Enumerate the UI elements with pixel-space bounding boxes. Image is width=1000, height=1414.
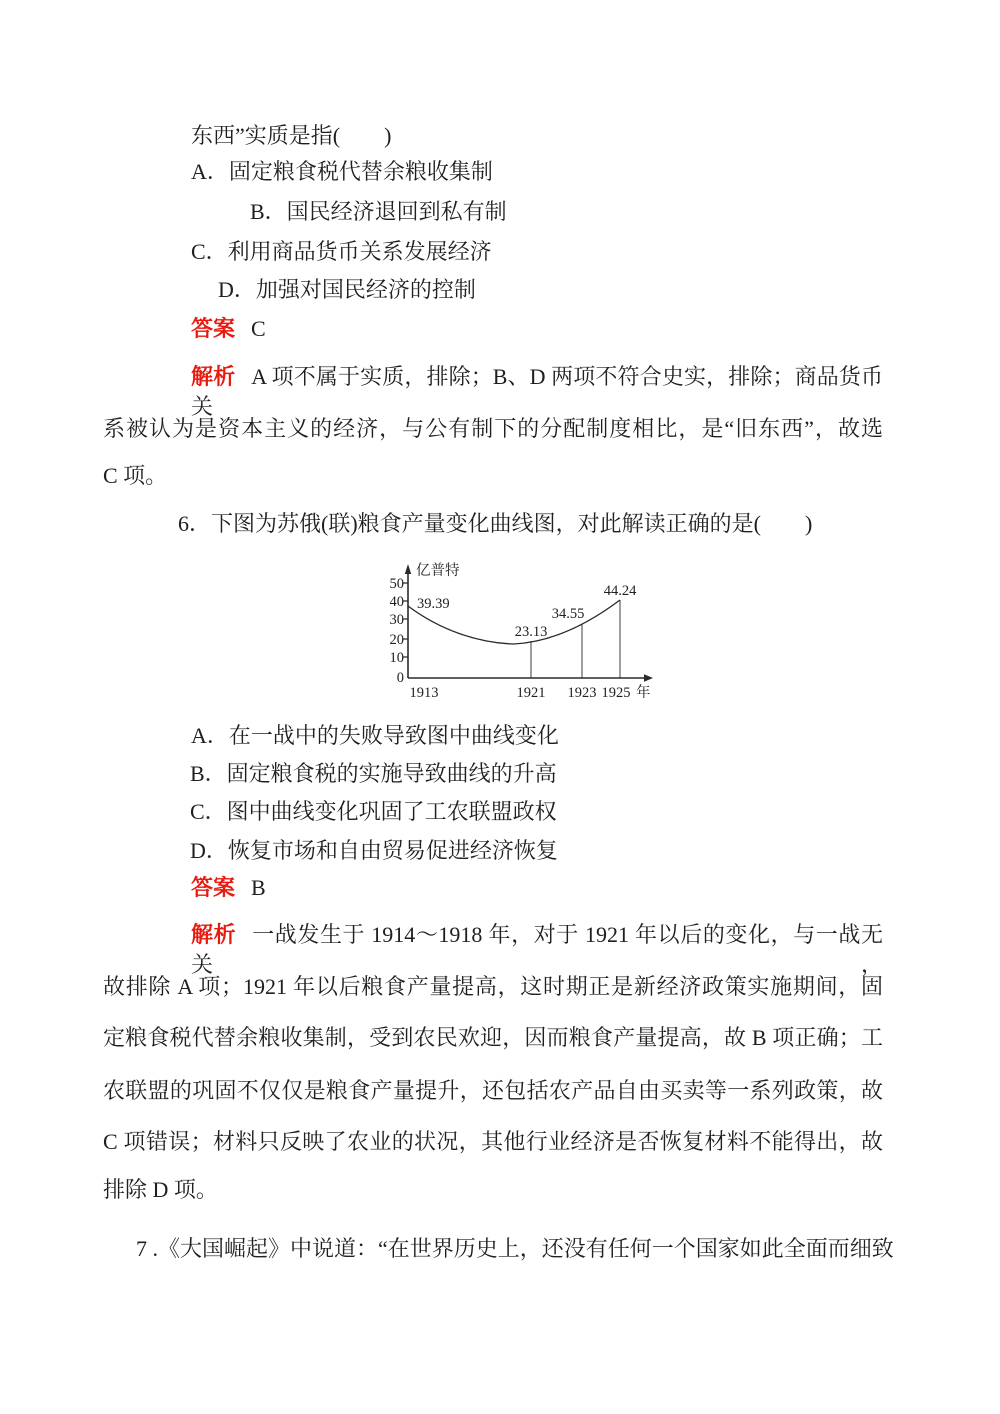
q6-option-a: A．在一战中的失败导致图中曲线变化 [191, 723, 559, 748]
q6-answer-value: B [251, 875, 266, 900]
q6-analysis-line-4: 农联盟的巩固不仅仅是粮食产量提升，还包括农产品自由买卖等一系列政策，故 [103, 1078, 883, 1103]
q5-analysis-line-2: 系被认为是资本主义的经济，与公有制下的分配制度相比，是“旧东西”，故选 [103, 416, 883, 441]
y-tick-50: 50 [390, 576, 404, 592]
q6-analysis-label: 解析 [191, 922, 237, 947]
q6-analysis-line-1 [191, 920, 883, 980]
q6-option-c: C．图中曲线变化巩固了工农联盟政权 [190, 799, 557, 824]
x-tick-1921: 1921 [516, 685, 546, 701]
q6-analysis-text-1: 一战发生于 1914～1918 年，对于 1921 年以后的变化，与一战无关， [191, 922, 883, 977]
q5-option-d: D．加强对国民经济的控制 [218, 277, 476, 302]
q6-option-d: D．恢复市场和自由贸易促进经济恢复 [190, 838, 558, 863]
q5-analysis-label: 解析 [191, 364, 236, 389]
q6-stem: 6．下图为苏俄(联)粮食产量变化曲线图，对此解读正确的是( ) [178, 511, 813, 536]
y-tick-0: 0 [396, 670, 404, 686]
q6-answer-label: 答案 [191, 875, 236, 900]
q5-analysis-text-1: A 项不属于实质，排除；B、D 两项不符合史实，排除；商品货币关 [191, 364, 883, 419]
q6-analysis-line-3: 定粮食税代替余粮收集制，受到农民欢迎，因而粮食产量提高，故 B 项正确；工 [103, 1025, 883, 1050]
value-label-1925: 44.24 [603, 583, 637, 599]
q5-answer-row [191, 314, 266, 344]
q5-analysis-line-3: C 项。 [103, 463, 168, 488]
y-axis-unit-label: 亿普特 [416, 563, 460, 579]
x-tick-1913: 1913 [409, 685, 439, 701]
q6-analysis-line-2: 故排除 A 项；1921 年以后粮食产量提高，这时期正是新经济政策实施期间，固 [103, 974, 883, 999]
y-tick-40: 40 [390, 594, 404, 610]
q5-option-a: A．固定粮食税代替余粮收集制 [191, 159, 493, 184]
value-label-1921: 23.13 [514, 624, 548, 640]
y-tick-30: 30 [390, 612, 404, 628]
value-label-1913: 39.39 [417, 596, 450, 612]
q7-stem: 7 .《大国崛起》中说道：“在世界历史上，还没有任何一个国家如此全面而细致 [136, 1236, 894, 1261]
x-axis-unit-label: 年 [636, 685, 651, 701]
q6-answer-row [191, 873, 266, 903]
y-tick-10: 10 [390, 650, 404, 666]
q6-analysis-line-6: 排除 D 项。 [103, 1177, 218, 1202]
q5-option-c: C．利用商品货币关系发展经济 [191, 239, 492, 264]
x-tick-1925: 1925 [601, 685, 631, 701]
y-axis-arrow-icon [405, 564, 411, 574]
q5-stem-tail: 东西”实质是指( ) [191, 123, 392, 148]
q5-answer-label: 答案 [191, 316, 236, 341]
value-label-1923: 34.55 [551, 606, 585, 622]
q5-option-b: B．国民经济退回到私有制 [250, 199, 507, 224]
x-axis-arrow-icon [644, 674, 653, 682]
q6-analysis-line-5: C 项错误；材料只反映了农业的状况，其他行业经济是否恢复材料不能得出，故 [103, 1129, 883, 1154]
grain-output-chart [390, 558, 662, 708]
y-tick-20: 20 [390, 632, 404, 648]
q5-analysis-line-1 [191, 362, 883, 422]
q6-option-b: B．固定粮食税的实施导致曲线的升高 [190, 761, 557, 786]
x-tick-1923: 1923 [567, 685, 597, 701]
q5-answer-value: C [251, 316, 266, 341]
